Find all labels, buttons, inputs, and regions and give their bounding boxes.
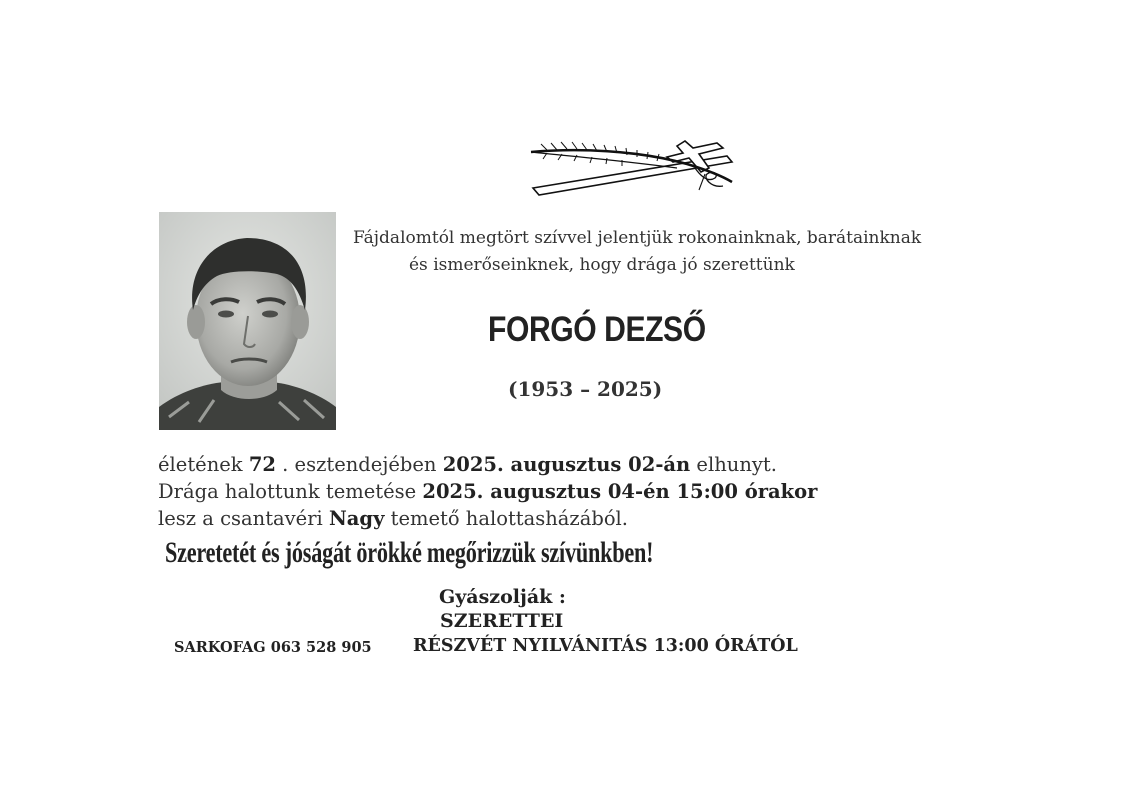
intro-line-2: és ismerőseinknek, hogy drága jó szerettünk: [409, 255, 795, 275]
death-date: 2025. augusztus 02-án: [442, 453, 691, 476]
funeral-service-contact: SARKOFAG 063 528 905: [174, 639, 372, 656]
portrait-photo: [159, 212, 336, 430]
cemetery-line: [158, 507, 628, 530]
death-announcement-line: [158, 453, 777, 476]
deceased-name: FORGÓ DEZSŐ: [488, 310, 706, 349]
mourners-label: Gyászolják :: [439, 586, 566, 608]
mourners-names: SZERETTEI: [440, 610, 564, 632]
text-segment: . esztendejében: [275, 453, 443, 476]
text-segment: életének: [158, 453, 249, 476]
text-segment: Drága halottunk temetése: [158, 480, 423, 503]
age-value: 72: [248, 453, 276, 476]
intro-line-1: Fájdalomtól megtört szívvel jelentjük rokonainknak, barátainknak: [353, 228, 922, 248]
funeral-line: [158, 480, 817, 503]
cross-with-palm-icon: [527, 138, 739, 198]
text-segment: temető halottasházából.: [384, 507, 628, 530]
condolences-time: RÉSZVÉT NYILVÁNITÁS 13:00 ÓRÁTÓL: [413, 636, 798, 656]
funeral-time: 2025. augusztus 04-én 15:00 órakor: [422, 480, 818, 503]
memorial-motto: Szeretetét és jóságát örökké megőrizzük szívünkben!: [165, 536, 654, 569]
text-segment: lesz a csantavéri: [158, 507, 329, 530]
life-years: (1953 – 2025): [508, 377, 663, 401]
text-segment: elhunyt.: [690, 453, 777, 476]
cemetery-name: Nagy: [328, 507, 385, 530]
